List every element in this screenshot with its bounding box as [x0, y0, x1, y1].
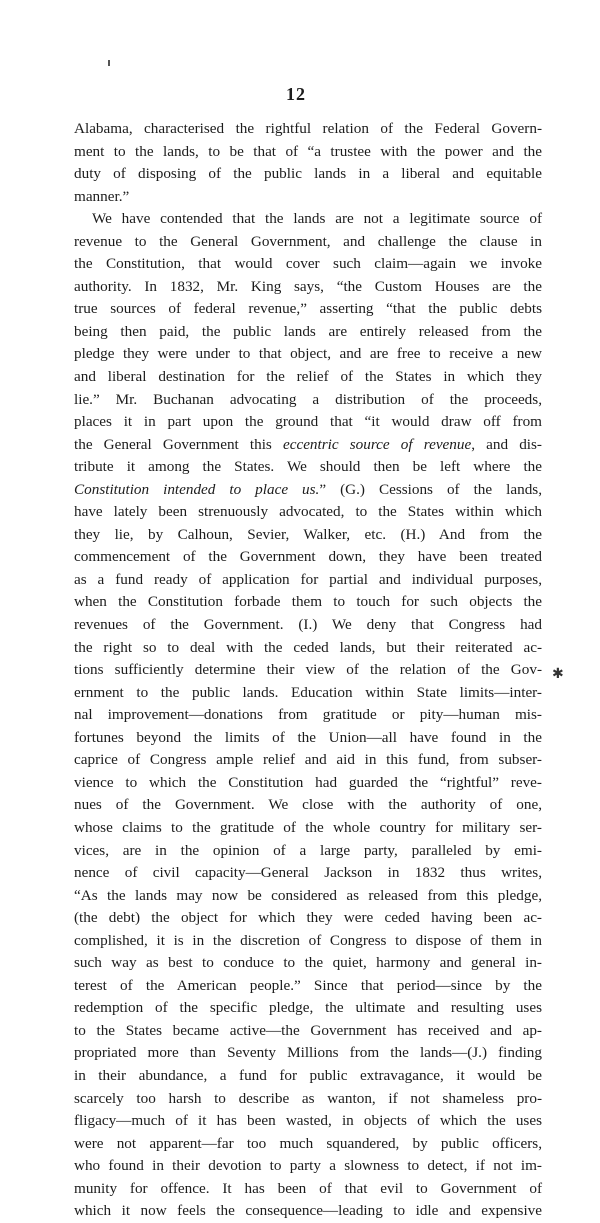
- text-line: being then paid, the public lands are entirely released from the: [74, 322, 542, 340]
- text-line: were not apparent—far too much squandered, by public officers,: [74, 1134, 542, 1152]
- text-line: Alabama, characterised the rightful relation of the Federal Govern-: [74, 120, 542, 137]
- text-line: as a fund ready of application for partial and individual purposes,: [74, 570, 542, 588]
- text-line: propriated more than Seventy Millions from the lands—(J.) finding: [74, 1044, 542, 1062]
- text-line: nal improvement—donations from gratitude or pity—human mis-: [74, 706, 542, 724]
- text-line: when the Constitution forbade them to touch for such objects the: [74, 593, 542, 611]
- italic-phrase: Constitution intended to place us.: [74, 480, 320, 498]
- text-line: scarcely too harsh to describe as wanton, if not shameless pro-: [74, 1089, 542, 1107]
- text-line: nence of civil capacity—General Jackson in 1832 thus writes,: [74, 864, 542, 882]
- text-line: manner.”: [74, 187, 130, 205]
- text-line: ernment to the public lands. Education within State limits—inter-: [74, 683, 542, 701]
- page-number: 12: [286, 84, 306, 104]
- text-line: tribute it among the States. We should then be left where the: [74, 458, 542, 476]
- text-line: complished, it is in the discretion of Congress to dispose of them in: [74, 931, 542, 949]
- text-line: which it now feels the consequence—leading to idle and expensive: [74, 1202, 542, 1220]
- text-line: and liberal destination for the relief of the States in which they: [74, 368, 542, 386]
- text-line: the Constitution, that would cover such claim—again we invoke: [74, 255, 542, 273]
- body-text: [74, 118, 542, 1223]
- text-line: the General Government this eccentric source of revenue, and dis-: [74, 435, 542, 453]
- text-line: vience to which the Constitution had guarded the “rightful” reve-: [74, 773, 542, 791]
- text-line: We have contended that the lands are not a legitimate source of: [92, 210, 542, 228]
- text-line: they lie, by Calhoun, Sevier, Walker, etc. (H.) And from the: [74, 525, 542, 543]
- text-line: whose claims to the gratitude of the whole country for military ser-: [74, 818, 542, 836]
- text-line: tions sufficiently determine their view of the relation of the Gov-: [74, 661, 542, 679]
- text-line: in their abundance, a fund for public extravagance, it would be: [74, 1066, 542, 1084]
- text-line: redemption of the specific pledge, the ultimate and resulting uses: [74, 999, 542, 1017]
- italic-phrase: eccentric source of revenue: [282, 435, 472, 453]
- text-line: to the States became active—the Government has received and ap-: [74, 1021, 542, 1039]
- text-line: true sources of federal revenue,” asserting “that the public debts: [74, 300, 542, 318]
- text-line: pledge they were under to that object, and are free to receive a new: [74, 345, 542, 363]
- margin-mark-icon: ✱: [552, 666, 564, 682]
- text-line: places it in part upon the ground that “it would draw off from: [74, 413, 542, 431]
- text-line: ment to the lands, to be that of “a trustee with the power and the: [74, 142, 542, 160]
- print-speck: [108, 60, 110, 66]
- text-line: terest of the American people.” Since that period—since by the: [74, 976, 542, 994]
- text-line: caprice of Congress ample relief and aid in this fund, from subser-: [74, 751, 542, 769]
- text-line: such way as best to conduce to the quiet, harmony and general in-: [74, 954, 542, 972]
- text-line: “As the lands may now be considered as released from this pledge,: [74, 886, 542, 904]
- text-line: lie.” Mr. Buchanan advocating a distribution of the proceeds,: [74, 390, 542, 408]
- text-line: revenues of the Government. (I.) We deny that Congress had: [74, 616, 542, 634]
- text-line: have lately been strenuously advocated, to the States within which: [74, 503, 542, 521]
- text-line: commencement of the Government down, they have been treated: [74, 548, 542, 566]
- text-line: the right so to deal with the ceded lands, but their reiterated ac-: [74, 638, 542, 656]
- text-line: munity for offence. It has been of that evil to Government of: [74, 1179, 542, 1197]
- text-line: who found in their devotion to party a slowness to detect, if not im-: [74, 1157, 542, 1175]
- text-line: duty of disposing of the public lands in a liberal and equitable: [74, 165, 542, 183]
- text-line: Constitution intended to place us.” (G.) Cessions of the lands,: [74, 480, 542, 498]
- text-line: nues of the Government. We close with the authority of one,: [74, 796, 542, 814]
- text-line: fortunes beyond the limits of the Union—all have found in the: [74, 728, 542, 746]
- text-line: (the debt) the object for which they were ceded having been ac-: [74, 909, 542, 927]
- text-line: revenue to the General Government, and challenge the clause in: [74, 232, 542, 250]
- text-line: fligacy—much of it has been wasted, in objects of which the uses: [74, 1112, 542, 1130]
- text-line: authority. In 1832, Mr. King says, “the Custom Houses are the: [74, 277, 542, 295]
- text-line: vices, are in the opinion of a large party, paralleled by emi-: [74, 841, 542, 859]
